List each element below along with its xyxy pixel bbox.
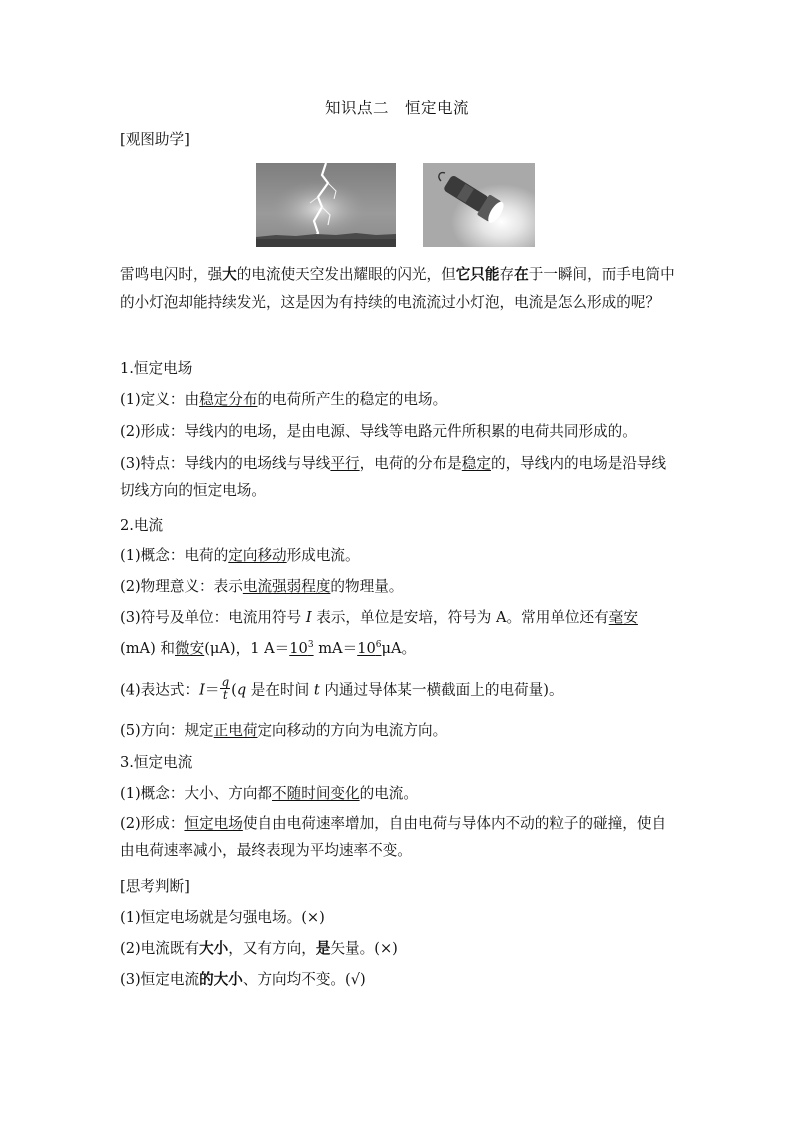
intro-paragraph bbox=[120, 261, 676, 316]
s1-formation: (2)形成：导线内的电场，是由电源、导线等电路元件所积累的电荷共同形成的。 bbox=[120, 423, 637, 440]
s2-heading: 2.电流 bbox=[120, 517, 164, 534]
intro-text: 雷鸣电闪时，强 bbox=[120, 266, 223, 283]
section-title: 知识点二 恒定电流 bbox=[324, 99, 469, 117]
answer-blank: 微安 bbox=[175, 640, 205, 657]
s2-meaning: (2)物理意义：表示电流强弱程度的物理量。 bbox=[120, 578, 404, 595]
s2-concept: (1)概念：电荷的定向移动形成电流。 bbox=[120, 547, 360, 564]
intro-text: 于一瞬间，而手电筒中的小灯泡却能持续发光，这是因为有持续的电流流过小灯泡，电流是怎么形成的呢？ bbox=[120, 266, 675, 311]
answer-blank: $10^3$ bbox=[289, 640, 314, 657]
intro-emphasis: 在 bbox=[514, 266, 529, 283]
answer-blank: $10^6$ bbox=[357, 640, 382, 657]
s2-expression: (4)表达式：I＝ $\frac{q}{t}$ (q 是在时间 t 内通过导体某一横截面上的电荷量)。 bbox=[120, 675, 564, 702]
answer-blank: 电流强弱程度 bbox=[242, 578, 331, 595]
judge-mark: (×) bbox=[374, 940, 398, 957]
answer-blank: 稳定分布 bbox=[199, 391, 258, 408]
answer-blank: 正电荷 bbox=[213, 722, 258, 739]
intro-emphasis: 大 bbox=[222, 266, 237, 283]
judge-item-1: (1)恒定电场就是匀强电场。(×) bbox=[120, 909, 325, 926]
judge-item-3: (3)恒定电流的大小、方向均不变。(√) bbox=[120, 971, 366, 988]
s3-heading: 3.恒定电流 bbox=[120, 754, 193, 771]
answer-blank: 不随时间变化 bbox=[272, 785, 360, 802]
s2-unit-line1: (3)符号及单位：电流用符号 I 表示，单位是安培，符号为 A。常用单位还有毫安 bbox=[120, 609, 638, 626]
flashlight-photo bbox=[423, 163, 535, 247]
lightning-photo bbox=[256, 163, 396, 247]
s3-concept: (1)概念：大小、方向都不随时间变化的电流。 bbox=[120, 785, 418, 802]
observe-label: [观图助学] bbox=[120, 131, 190, 148]
answer-blank: 稳定 bbox=[461, 455, 491, 472]
s2-direction: (5)方向：规定正电荷定向移动的方向为电流方向。 bbox=[120, 722, 448, 739]
s1-heading: 1.恒定电场 bbox=[120, 360, 193, 377]
intro-text: 的电流使天空发出耀眼的闪光，但 bbox=[236, 266, 456, 283]
intro-emphasis: 它只能 bbox=[455, 266, 500, 283]
answer-blank: 定向移动 bbox=[228, 547, 287, 564]
s1-feature: (3)特点：导线内的电场线与导线平行，电荷的分布是稳定的，导线内的电场是沿导线切线方向的恒定电场。 bbox=[120, 455, 667, 499]
answer-blank: 毫安 bbox=[608, 609, 638, 626]
judge-mark: (√) bbox=[345, 971, 366, 988]
s2-unit-line2: (mA) 和微安(μA)，1 $A=10^3$ $mA=10^6\mu A$。 bbox=[120, 640, 417, 657]
think-label: [思考判断] bbox=[120, 878, 190, 895]
judge-item-2: (2)电流既有大小，又有方向，是矢量。(×) bbox=[120, 940, 398, 957]
s3-formation: (2)形成：恒定电场使自由电荷速率增加，自由电荷与导体内不动的粒子的碰撞，使自由电荷速率减小，最终表现为平均速率不变。 bbox=[120, 815, 667, 859]
fraction-q-over-t: $\frac{q}{t}$ bbox=[221, 675, 230, 702]
answer-blank: 平行 bbox=[330, 455, 360, 472]
answer-blank: 恒定电场 bbox=[184, 815, 243, 832]
s1-definition: (1)定义：由稳定分布的电荷所产生的稳定的电场。 bbox=[120, 391, 448, 408]
intro-text: 存 bbox=[499, 266, 515, 283]
judge-mark: (×) bbox=[301, 909, 325, 926]
